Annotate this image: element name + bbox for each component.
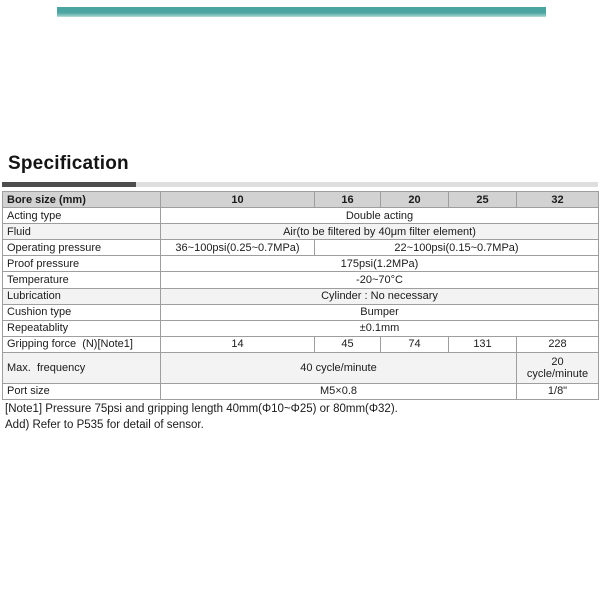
row-label: Acting type xyxy=(3,208,161,224)
row-label: Cushion type xyxy=(3,304,161,320)
note-line-2: Add) Refer to P535 for detail of sensor. xyxy=(5,419,204,431)
row-value-bore-10-25: 40 cycle/minute xyxy=(161,352,517,383)
row-value-bore-32: 228 xyxy=(517,336,599,352)
header-bore-25: 25 xyxy=(449,192,517,208)
row-value-bore-10: 14 xyxy=(161,336,315,352)
row-max-frequency xyxy=(3,352,599,383)
row-gripping-force xyxy=(3,336,599,352)
row-value-bore-32: 1/8" xyxy=(517,383,599,399)
row-port-size xyxy=(3,383,599,399)
row-value: Bumper xyxy=(161,304,599,320)
row-fluid xyxy=(3,224,599,240)
page-title: Specification xyxy=(8,153,129,174)
row-value: Double acting xyxy=(161,208,599,224)
row-label: Repeatablity xyxy=(3,320,161,336)
row-temperature xyxy=(3,272,599,288)
row-acting-type xyxy=(3,208,599,224)
row-label: Lubrication xyxy=(3,288,161,304)
row-value-bore-20: 74 xyxy=(381,336,449,352)
row-label: Proof pressure xyxy=(3,256,161,272)
header-bore-16: 16 xyxy=(315,192,381,208)
row-value-bore-10: 36~100psi(0.25~0.7MPa) xyxy=(161,240,315,256)
top-accent-bar xyxy=(57,7,546,17)
row-label: Gripping force (N)[Note1] xyxy=(3,336,161,352)
row-value: 175psi(1.2MPa) xyxy=(161,256,599,272)
row-label: Fluid xyxy=(3,224,161,240)
footnotes xyxy=(5,401,398,433)
row-value-bore-10-25: M5×0.8 xyxy=(161,383,517,399)
row-value: ±0.1mm xyxy=(161,320,599,336)
row-proof-pressure xyxy=(3,256,599,272)
row-operating-pressure xyxy=(3,240,599,256)
row-value-bore-25: 131 xyxy=(449,336,517,352)
row-value: Air(to be filtered by 40μm filter element) xyxy=(161,224,599,240)
heading-underline-dark-segment xyxy=(2,182,136,187)
header-bore-10: 10 xyxy=(161,192,315,208)
row-label: Max. frequency xyxy=(3,352,161,383)
row-label: Operating pressure xyxy=(3,240,161,256)
row-label: Temperature xyxy=(3,272,161,288)
row-value-bore-16: 45 xyxy=(315,336,381,352)
header-bore-32: 32 xyxy=(517,192,599,208)
heading-underline xyxy=(2,182,598,187)
specification-table xyxy=(2,191,599,400)
heading-underline-light-segment xyxy=(136,182,598,187)
table-header-row xyxy=(3,192,599,208)
row-value: Cylinder : No necessary xyxy=(161,288,599,304)
row-value: -20~70°C xyxy=(161,272,599,288)
header-bore-20: 20 xyxy=(381,192,449,208)
row-cushion-type xyxy=(3,304,599,320)
row-label: Port size xyxy=(3,383,161,399)
row-lubrication xyxy=(3,288,599,304)
row-value-bore-16-32: 22~100psi(0.15~0.7MPa) xyxy=(315,240,599,256)
row-repeatablity xyxy=(3,320,599,336)
header-label-bore-size: Bore size (mm) xyxy=(3,192,161,208)
row-value-bore-32: 20 cycle/minute xyxy=(517,352,599,383)
note-line-1: [Note1] Pressure 75psi and gripping length 40mm(Φ10~Φ25) or 80mm(Φ32). xyxy=(5,403,398,415)
